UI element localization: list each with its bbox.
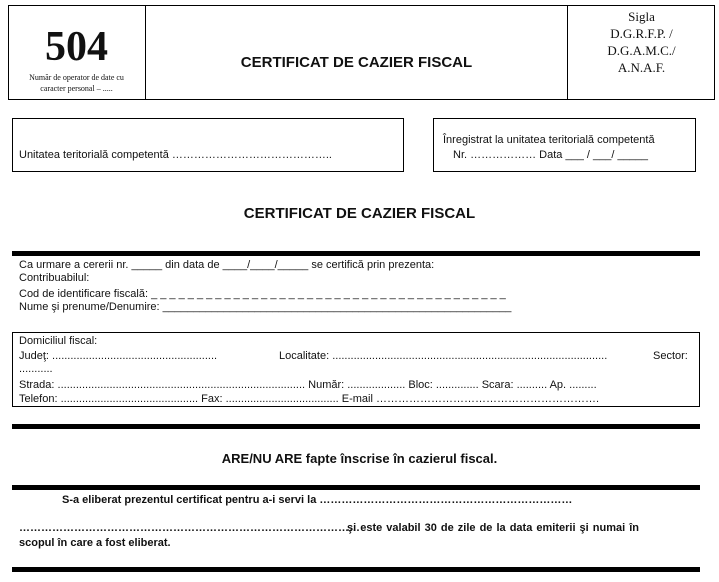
contact-field[interactable]: Telefon: ............................................. Fax: ..................................... E-mail ……………………………………………………. <box>19 393 600 405</box>
street-field[interactable]: Strada: ................................................................................. Număr: ................... Bloc: .............. Scara: .......... Ap. ......... <box>19 379 597 391</box>
request-section-top-bar <box>12 251 700 256</box>
status-top-bar <box>12 424 700 429</box>
fiscal-address-title: Domiciliul fiscal: <box>19 335 98 347</box>
name-field[interactable]: Nume şi prenume/Denumire: _________________________________________________________ <box>19 301 512 313</box>
registration-number-date-field[interactable]: Nr. ……………… Data ___ / ___/ _____ <box>453 149 649 161</box>
locality-field[interactable]: Localitate: .......................................................................................... <box>279 350 608 362</box>
issued-purpose-continuation[interactable]: ………………………………………………………………………………… <box>19 522 360 534</box>
registration-line1: Înregistrat la unitatea teritorială competentă <box>443 134 655 146</box>
fiscal-record-status: ARE/NU ARE fapte înscrise în cazierul fiscal. <box>221 451 498 466</box>
issued-purpose-field[interactable]: S-a eliberat prezentul certificat pentru a-i servi la …………………………………………………………… <box>62 494 573 506</box>
issued-section-top-bar <box>12 485 700 490</box>
county-field[interactable]: Judeţ: ...................................................... <box>19 350 218 362</box>
sigla-line1: Sigla <box>628 9 655 24</box>
sector-field[interactable]: ........... <box>19 363 53 375</box>
operator-note-line2: caracter personal – ..... <box>40 84 113 93</box>
taxpayer-label: Contribuabilul: <box>19 272 90 284</box>
document-bottom-bar <box>12 567 700 572</box>
territorial-unit-box <box>12 118 404 172</box>
scope-text: scopul în care a fost eliberat. <box>19 537 171 549</box>
main-title: CERTIFICAT DE CAZIER FISCAL <box>243 205 476 222</box>
validity-text: şi este valabil 30 de zile de la data emiterii şi numai în <box>347 522 640 534</box>
header-divider-left <box>145 5 146 100</box>
sigla-line2: D.G.R.F.P. / <box>610 26 673 41</box>
request-line[interactable]: Ca urmare a cererii nr. _____ din data de ____/____/_____ se certifică prin prezenta: <box>19 259 435 271</box>
operator-note-line1: Număr de operator de date cu <box>29 73 124 82</box>
sector-label: Sector: <box>653 350 688 362</box>
form-number: 504 <box>45 24 108 70</box>
sigla-line3: D.G.A.M.C./ <box>607 43 676 58</box>
sigla-line4: A.N.A.F. <box>617 60 666 75</box>
fiscal-id-field[interactable]: Cod de identificare fiscală: _ _ _ _ _ _ _ _ _ _ _ _ _ _ _ _ _ _ _ _ _ _ _ _ _ _ _ _ _ _ _ _ _ _ _ _ _ _ _ <box>19 288 506 300</box>
header-title: CERTIFICAT DE CAZIER FISCAL <box>240 54 473 71</box>
territorial-unit-field[interactable]: Unitatea teritorială competentă …………………………………….. <box>19 149 332 161</box>
